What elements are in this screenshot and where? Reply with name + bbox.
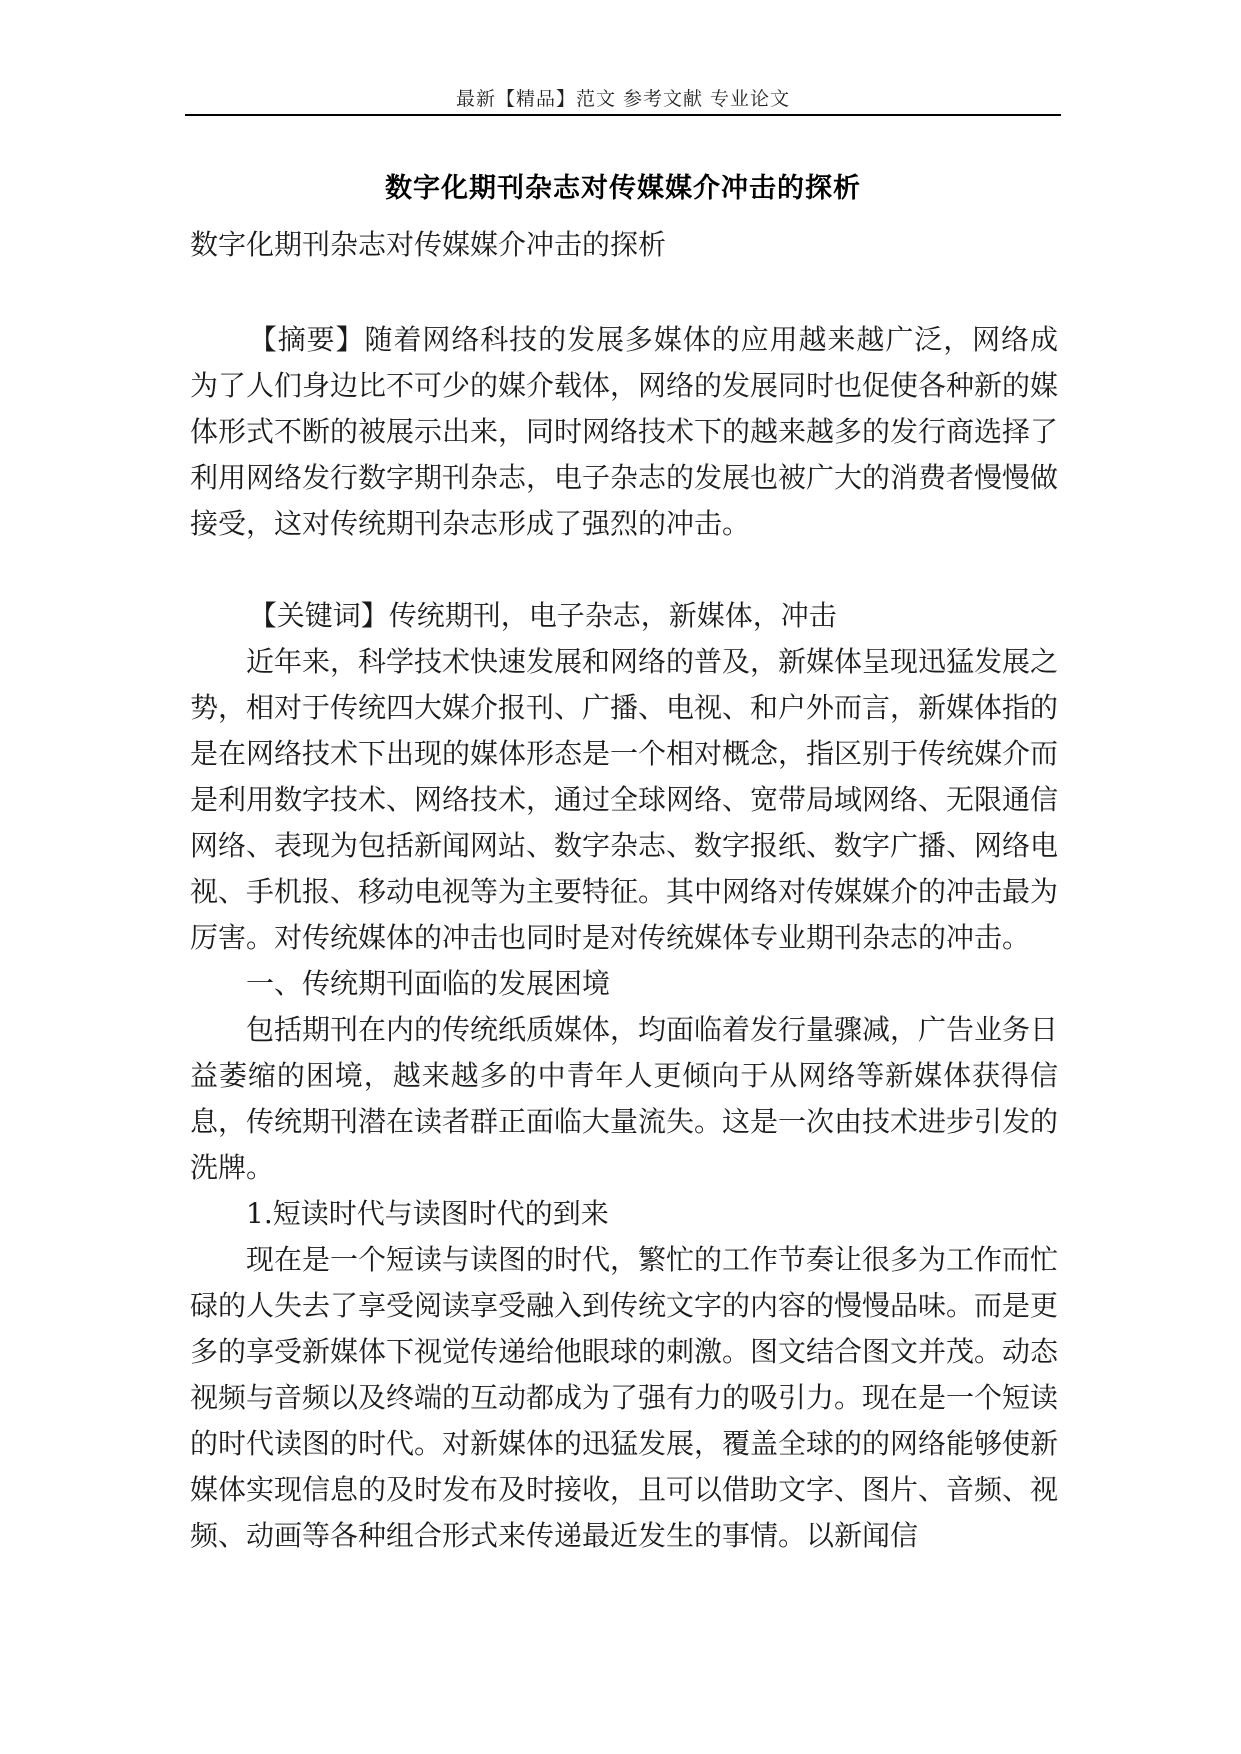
document-title: 数字化期刊杂志对传媒媒介冲击的探析: [385, 173, 861, 204]
subsection-heading: 1.短读时代与读图时代的到来: [246, 1197, 609, 1230]
document-body: [190, 222, 1058, 1559]
body-paragraph: 包括期刊在内的传统纸质媒体，均面临着发行量骤减，广告业务日益萎缩的困境，越来越多的中青年人更倾向于从网络等新媒体获得信息，传统期刊潜在读者群正面临大量流失。这是一次由技术进步引发的洗牌。: [190, 1013, 1059, 1184]
keywords-paragraph: 【关键词】传统期刊，电子杂志，新媒体，冲击: [248, 599, 837, 632]
document-subtitle: 数字化期刊杂志对传媒媒介冲击的探析: [190, 228, 667, 261]
page-header: 最新【精品】范文 参考文献 专业论文: [455, 88, 791, 110]
abstract-paragraph: 【摘要】随着网络科技的发展多媒体的应用越来越广泛，网络成为了人们身边比不可少的媒介载体，网络的发展同时也促使各种新的媒体形式不断的被展示出来，同时网络技术下的越来越多的发行商选择了利用网络发行数字期刊杂志，电子杂志的发展也被广大的消费者慢慢做接受，这对传统期刊杂志形成了强烈的冲击。: [190, 323, 1059, 540]
body-paragraph: 现在是一个短读与读图的时代，繁忙的工作节奏让很多为工作而忙碌的人失去了享受阅读享受融入到传统文字的内容的慢慢品味。而是更多的享受新媒体下视觉传递给他眼球的刺激。图文结合图文并茂。动态视频与音频以及终端的互动都成为了强有力的吸引力。现在是一个短读的时代读图的时代。对新媒体的迅猛发展，覆盖全球的的网络能够使新媒体实现信息的及时发布及时接收，且可以借助文字、图片、音频、视频、动画等各种组合形式来传递最近发生的事情。以新闻信: [190, 1243, 1059, 1552]
header-divider: [185, 114, 1061, 116]
section-heading: 一、传统期刊面临的发展困境: [246, 967, 611, 1000]
body-paragraph: 近年来，科学技术快速发展和网络的普及，新媒体呈现迅猛发展之势，相对于传统四大媒介报刊、广播、电视、和户外而言，新媒体指的是在网络技术下出现的媒体形态是一个相对概念，指区别于传统媒介而是利用数字技术、网络技术，通过全球网络、宽带局域网络、无限通信网络、表现为包括新闻网站、数字杂志、数字报纸、数字广播、网络电视、手机报、移动电视等为主要特征。其中网络对传媒媒介的冲击最为厉害。对传统媒体的冲击也同时是对传统媒体专业期刊杂志的冲击。: [190, 645, 1059, 954]
